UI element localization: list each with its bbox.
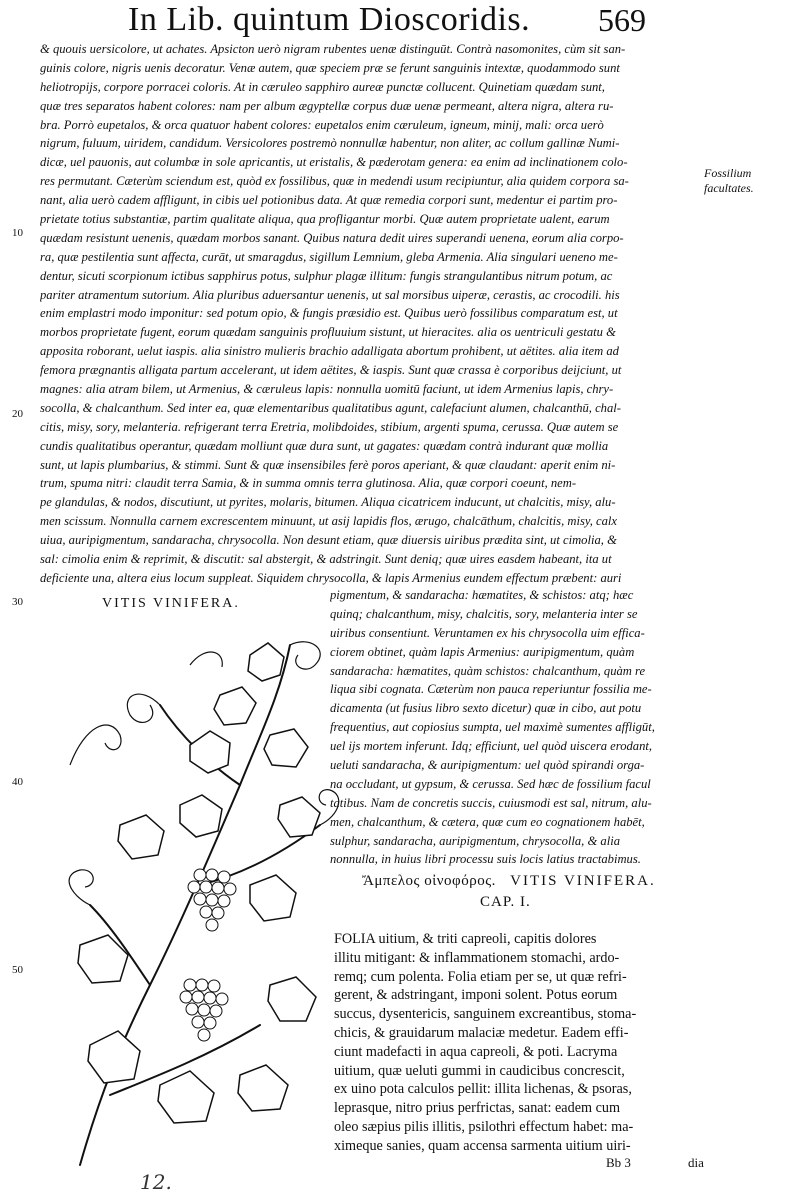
commentary-line: pariter atramentum sutorium. Alia pluribus aduersantur uenenis, ut sal morsibus uiperæ, cerastis, ac crocodili. his — [40, 287, 620, 302]
commentary-line: deficiente una, altera eius locum suppleat. Siquidem chrysocolla, & lapis Armenius eundem effectum præbent: auri — [40, 570, 622, 585]
right-column-line: tatibus. Nam de concretis succis, cuiusmodi est sal, nitrum, alu- — [330, 795, 652, 810]
handwritten-mark: 12. — [140, 1170, 172, 1194]
commentary-line: heliotropijs, corpore porracei coloris. At in cæruleo sapphiro aureæ punctæ collucent. Quinetiam quædam sunt, — [40, 79, 605, 94]
right-column-line: uel ijs mortem inferunt. Idq; efficiunt, uel quòd uiscera erodant, — [330, 739, 653, 754]
commentary-line: quæ tres separatos habent colores: nam per album ægyptellæ corpus duæ uenæ permeant, altera nigra, altera ru- — [40, 98, 614, 113]
chapter-text — [334, 930, 636, 1156]
commentary-line: pe glandulas, & nodos, discutiunt, ut pyrites, molaris, bitumen. Aliqua cicatricem inducunt, ut chalcitis, misy, alu- — [40, 495, 616, 510]
commentary-line: cundis qualitatibus operantur, quædam molliunt quæ dura sunt, ut gagates: quædam contrà indurant quæ mollia — [40, 438, 609, 453]
right-column-text — [330, 586, 725, 869]
line-number: 10 — [12, 227, 23, 239]
right-column-line: frequentius, aut copiosius sumpta, uel maximè sumentes affligūt, — [330, 720, 655, 735]
chapter-title — [362, 873, 656, 890]
right-column-line: uiribus consentiunt. Veruntamen ex his chrysocolla uim effica- — [330, 625, 645, 640]
line-number: 20 — [12, 408, 23, 420]
commentary-line: femora prægnantis alligata partum accelerant, ut idem aëtites, & iaspis. Sunt quæ crassa è corporibus deijciunt, ut — [40, 363, 622, 378]
chapter-line: chicis, & grauidarum malaciæ medetur. Eadem effi- — [334, 1024, 629, 1041]
commentary-line: nant, alia uerò cadem affligunt, in cibis uel potionibus data. At quæ remedia corpori sunt, medentur ei partim pro- — [40, 193, 618, 208]
line-number: 40 — [12, 776, 23, 788]
commentary-line: magnes: alia atram bilem, ut Armenius, & cæruleus lapis: nonnulla uomitū faciunt, ut idem Armenius lapis, chry- — [40, 382, 614, 397]
right-column-line: ueluti sandaracha, & auripigmentum: uel quòd spirandi orga- — [330, 758, 645, 773]
grapevine-woodcut — [40, 625, 350, 1185]
commentary-line: citis, misy, sory, melanteria. refrigerant terra Eretria, molibdoides, stibium, argenti spuma, cerussa. Quæ autem se — [40, 419, 619, 434]
chapter-line: ciunt madefacti in aqua capreoli, & poti. Lacryma — [334, 1043, 618, 1060]
commentary-line: men scissum. Nonnulla carnem excrescentem minuunt, ut asij lapidis flos, ærugo, chalcāthum, chalcitis, misy, calx — [40, 514, 618, 529]
commentary-line: ra, quæ pestilentia sunt affecta, curāt, ut smaragdus, sigillum Lemnium, gleba Armenia. Alia singulari ueneno me- — [40, 249, 618, 264]
commentary-line: uiua, auripigmentum, sandaracha, chrysocolla. Non desunt etiam, quæ diuersis uiribus prædita sint, ut cimolia, & — [40, 533, 617, 548]
commentary-line: guinis colore, nigris uenis decoratur. Venæ autem, quæ speciem præ se ferunt sanguinis intextæ, quodammodo sunt — [40, 60, 620, 75]
chapter-line: remq; cum polenta. Folia etiam per se, ut quæ refri- — [334, 968, 627, 985]
right-column-line: nonnulla, in huius libri processu suis locis latius tractabimus. — [330, 852, 641, 867]
commentary-line: & quouis uersicolore, ut achates. Apsicton uerò nigram rubentes uenæ distinguūt. Contrà nasomonites, cùm sit san- — [40, 42, 626, 56]
commentary-line: quædam resistunt uenenis, quædam morbos sanant. Quibus natura dedit uires superandi uenena, eorum alia corpo- — [40, 230, 624, 245]
commentary-line: morbos proprietate fugent, eorum quædam sanguinis profluuium sistunt, ut hieracites. alia os uentriculi gestatu & — [40, 325, 616, 340]
commentary-line: bra. Porrò eupetalos, & orca quatuor habent colores: eupetalos enim cæruleum, igneum, minij, mali: orca uerò — [40, 117, 604, 132]
chapter-line: oleo sæpius pilis illitis, psilothri effectum habet: ma- — [334, 1118, 634, 1135]
line-number: 30 — [12, 596, 23, 608]
right-column-line: pigmentum, & sandaracha: hæmatites, & schistos: atq; hæc — [330, 588, 634, 602]
commentary-line: socolla, & chalcanthum. Sed inter ea, quæ elementaribus qualitatibus agunt, calefaciunt alumen, chalcanthū, chal- — [40, 400, 621, 415]
figure-caption: VITIS VINIFERA. — [102, 596, 240, 611]
page-number: 569 — [598, 2, 646, 38]
marginal-note: Fossilium facultates. — [704, 166, 754, 195]
chapter-line: FOLIA uitium, & triti capreoli, capitis dolores — [334, 931, 597, 947]
commentary-line: sal: cimolia enim & reprimit, & discutit: sal abstergit, & adstringit. Sunt deniq; quæ uires easdem habeant, ita ut — [40, 552, 612, 567]
chapter-line: leprasque, nitro prius perfrictas, sanat: eadem cum — [334, 1100, 621, 1117]
right-column-line: men, chalcanthum, & cætera, quæ cum eo cognationem habēt, — [330, 814, 645, 829]
commentary-line: dicæ, uel pauonis, aut columbæ in sole apricantis, ut eristalis, & pæderotam genera: ea enim ad inclinationem colo- — [40, 155, 628, 170]
commentary-line: nigrum, fuluum, uiridem, candidum. Versicolores postremò nonnullæ habentur, non aliter, ac collum gallinæ Numi- — [40, 136, 620, 151]
right-column-line: liqua sibi cognata. Cæterùm non pauca reperiuntur fossilia me- — [330, 682, 652, 697]
right-column-line: dicamenta (ut fusius libro sexto dicetur) quæ in cibo, aut potu — [330, 701, 642, 716]
chapter-line: illitu mitigant: & inflammationem stomachi, ardo- — [334, 949, 620, 966]
commentary-block — [40, 40, 629, 588]
latin-heading: VITIS VINIFERA. — [510, 873, 656, 889]
chapter-label: CAP. I. — [480, 894, 531, 910]
commentary-line: prietate totius substantiæ, partim qualitate aliqua, qua profligantur morbi. Quæ autem proprietate ualent, earum — [40, 212, 610, 227]
commentary-line: trum, spuma nitri: claudit terra Samia, & in summa omnis terra glutinosa. Alia, quæ corpori coeunt, nem- — [40, 476, 577, 491]
right-column-line: quinq; chalcanthum, misy, chalcitis, sory, melanteria inter se — [330, 606, 638, 621]
signature-mark: Bb 3 — [606, 1155, 631, 1170]
right-column-line: ciorem obtinet, quàm lapis Armenius: auripigmentum, quàm — [330, 644, 635, 659]
commentary-line: sunt, ut lapis plumbarius, & stimmi. Sunt & quæ insensibiles ferè poros aperiant, & quæ claudant: aperit enim ni- — [40, 457, 616, 472]
running-head: In Lib. quintum Dioscoridis. — [128, 1, 531, 38]
chapter-line: succus, dysentericis, sanguinem excreantibus, stoma- — [334, 1006, 637, 1023]
line-number: 50 — [12, 964, 23, 976]
right-column-line: na occludant, ut gypsum, & cerussa. Sed hæc de fossilium facul — [330, 776, 651, 791]
right-column-line: sandaracha: hæmatites, quàm schistos: chalcanthum, quàm re — [330, 663, 646, 678]
right-column-line: sulphur, sandaracha, auripigmentum, chrysocolla, & alia — [330, 833, 620, 848]
commentary-line: dentur, sicuti scorpionum ictibus sapphirus potus, sulphur plagæ illitum: fungis strangulantibus nitrum potum, ac — [40, 268, 613, 283]
commentary-line: res permutant. Cæterùm sciendum est, quòd ex fossilibus, quæ in medendi usum recipiuntur, alia quidem corpora sa- — [40, 174, 629, 189]
catchword: dia — [688, 1155, 704, 1170]
commentary-line: enim emplastri modo imponitur: sed potum opio, & fungis præsidio est. Quibus uerò fossilibus comparatum est, ut — [40, 306, 618, 321]
commentary-line: apposita roborant, uelut iaspis. alia sinistro mulieris brachio adalligata abortum prohibent, ut aëtites. alia item ad — [40, 344, 619, 359]
greek-heading: Ἄμπελος οἰνοφόρος. — [362, 873, 496, 889]
chapter-line: gerent, & adstringant, imponi solent. Potus eorum — [334, 987, 618, 1004]
chapter-line: uitium, quæ ueluti gummi in caudicibus concrescit, — [334, 1062, 625, 1079]
chapter-line: ex uino pota calculos pellit: illita lichenas, & psoras, — [334, 1081, 632, 1098]
chapter-line: ximeque sanies, quam accensa sarmenta uitium uiri- — [334, 1137, 631, 1154]
